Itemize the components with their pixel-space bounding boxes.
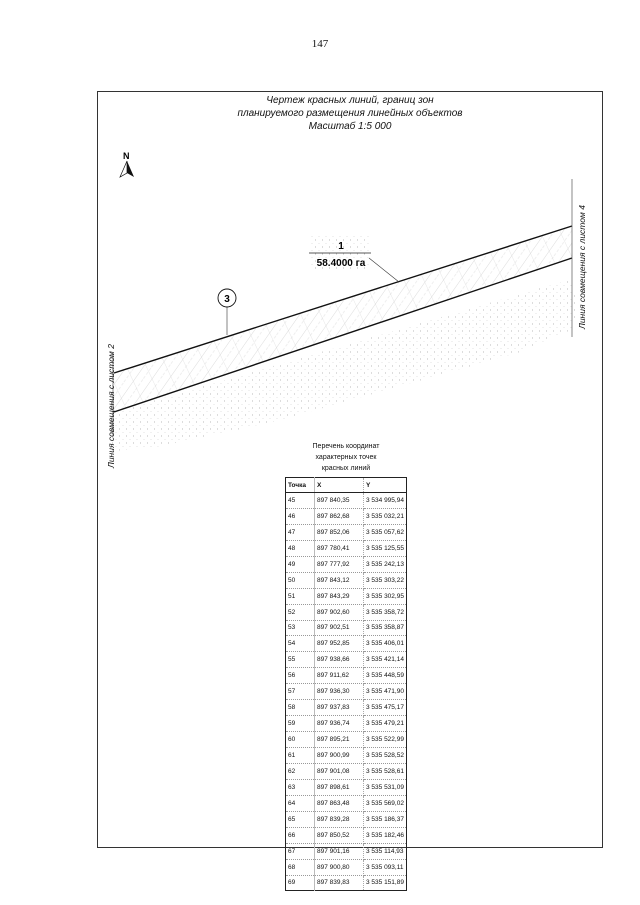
- cell-x: 897 937,83: [315, 700, 364, 716]
- callout-zone-number: 1: [338, 241, 344, 252]
- table-row: [286, 827, 407, 843]
- join-label-left: Линия совмещения с листом 2: [106, 344, 116, 468]
- table-row: [286, 556, 407, 572]
- title-line-2: планируемого размещения линейных объектов: [237, 108, 463, 119]
- cell-y: 3 535 522,99: [364, 732, 407, 748]
- cell-x: 897 900,80: [315, 859, 364, 875]
- cell-point: 58: [286, 700, 315, 716]
- cell-x: 897 850,52: [315, 827, 364, 843]
- north-label: N: [123, 151, 130, 161]
- cell-x: 897 901,08: [315, 763, 364, 779]
- cell-x: 897 895,21: [315, 732, 364, 748]
- cell-x: 897 901,16: [315, 843, 364, 859]
- cell-point: 62: [286, 763, 315, 779]
- col-header-point: Точка: [286, 478, 315, 493]
- cell-point: 65: [286, 811, 315, 827]
- col-header-y: Y: [364, 478, 407, 493]
- cell-point: 51: [286, 588, 315, 604]
- cell-y: 3 535 475,17: [364, 700, 407, 716]
- table-row: [286, 700, 407, 716]
- cell-x: 897 900,99: [315, 748, 364, 764]
- cell-y: 3 535 479,21: [364, 716, 407, 732]
- north-arrow-icon: [120, 161, 134, 177]
- cell-y: 3 535 358,72: [364, 604, 407, 620]
- col-header-x: X: [315, 478, 364, 493]
- cell-x: 897 863,48: [315, 795, 364, 811]
- cell-x: 897 952,85: [315, 636, 364, 652]
- cell-x: 897 936,30: [315, 684, 364, 700]
- cell-x: 897 902,60: [315, 604, 364, 620]
- cell-x: 897 911,62: [315, 668, 364, 684]
- table-row: [286, 540, 407, 556]
- cell-point: 63: [286, 779, 315, 795]
- cell-y: 3 535 421,14: [364, 652, 407, 668]
- cell-point: 46: [286, 508, 315, 524]
- cell-point: 45: [286, 493, 315, 509]
- table-row: [286, 636, 407, 652]
- cell-point: 48: [286, 540, 315, 556]
- cell-point: 50: [286, 572, 315, 588]
- cell-point: 49: [286, 556, 315, 572]
- cell-y: 3 535 114,93: [364, 843, 407, 859]
- cell-y: 3 534 995,94: [364, 493, 407, 509]
- cell-x: 897 862,68: [315, 508, 364, 524]
- table-row: [286, 763, 407, 779]
- table-row: [286, 843, 407, 859]
- callout-zone-leader: [369, 258, 399, 282]
- cell-y: 3 535 303,22: [364, 572, 407, 588]
- cell-y: 3 535 471,90: [364, 684, 407, 700]
- cell-point: 55: [286, 652, 315, 668]
- coords-body: [286, 493, 407, 891]
- cell-y: 3 535 125,55: [364, 540, 407, 556]
- table-row: [286, 875, 407, 891]
- cell-y: 3 535 302,95: [364, 588, 407, 604]
- cell-x: 897 902,51: [315, 620, 364, 636]
- coords-header-row: [286, 478, 407, 493]
- cell-point: 66: [286, 827, 315, 843]
- cell-point: 64: [286, 795, 315, 811]
- cell-y: 3 535 528,52: [364, 748, 407, 764]
- table-row: [286, 668, 407, 684]
- coords-title-line-1: Перечень координат: [312, 443, 380, 450]
- table-row: [286, 732, 407, 748]
- cell-y: 3 535 406,01: [364, 636, 407, 652]
- coords-title-line-3: красных линий: [321, 465, 371, 472]
- cell-point: 47: [286, 524, 315, 540]
- table-row: [286, 508, 407, 524]
- table-row: [286, 493, 407, 509]
- table-row: [286, 524, 407, 540]
- cell-point: 60: [286, 732, 315, 748]
- table-row: [286, 716, 407, 732]
- cell-x: 897 780,41: [315, 540, 364, 556]
- table-row: [286, 652, 407, 668]
- cell-y: 3 535 057,62: [364, 524, 407, 540]
- table-row: [286, 620, 407, 636]
- table-row: [286, 684, 407, 700]
- cell-point: 69: [286, 875, 315, 891]
- title-scale: Масштаб 1:5 000: [308, 121, 392, 132]
- table-row: [286, 795, 407, 811]
- table-row: [286, 588, 407, 604]
- cell-point: 68: [286, 859, 315, 875]
- cell-point: 52: [286, 604, 315, 620]
- cell-point: 56: [286, 668, 315, 684]
- cell-y: 3 535 531,09: [364, 779, 407, 795]
- join-label-right: Линия совмещения с листом 4: [577, 205, 587, 329]
- coords-table: [285, 477, 407, 891]
- cell-x: 897 936,74: [315, 716, 364, 732]
- cell-y: 3 535 182,46: [364, 827, 407, 843]
- cell-y: 3 535 032,21: [364, 508, 407, 524]
- table-row: [286, 572, 407, 588]
- cell-x: 897 843,12: [315, 572, 364, 588]
- callout-zone-area: 58.4000 га: [316, 258, 366, 269]
- cell-x: 897 938,66: [315, 652, 364, 668]
- cell-y: 3 535 448,59: [364, 668, 407, 684]
- cell-x: 897 839,28: [315, 811, 364, 827]
- title-line-1: Чертеж красных линий, границ зон: [266, 95, 434, 106]
- cell-x: 897 777,92: [315, 556, 364, 572]
- cell-point: 54: [286, 636, 315, 652]
- cell-y: 3 535 186,37: [364, 811, 407, 827]
- cell-x: 897 898,61: [315, 779, 364, 795]
- table-row: [286, 604, 407, 620]
- cell-point: 53: [286, 620, 315, 636]
- cell-y: 3 535 093,11: [364, 859, 407, 875]
- cell-point: 59: [286, 716, 315, 732]
- cell-y: 3 535 242,13: [364, 556, 407, 572]
- table-row: [286, 748, 407, 764]
- table-row: [286, 859, 407, 875]
- cell-y: 3 535 358,87: [364, 620, 407, 636]
- cell-point: 57: [286, 684, 315, 700]
- coords-title-line-2: характерных точек: [315, 454, 377, 461]
- cell-x: 897 840,35: [315, 493, 364, 509]
- table-row: [286, 779, 407, 795]
- cell-point: 67: [286, 843, 315, 859]
- cell-y: 3 535 569,02: [364, 795, 407, 811]
- cell-x: 897 839,83: [315, 875, 364, 891]
- cell-x: 897 843,29: [315, 588, 364, 604]
- cell-y: 3 535 151,89: [364, 875, 407, 891]
- table-row: [286, 811, 407, 827]
- page-number: 147: [311, 38, 329, 50]
- cell-y: 3 535 528,61: [364, 763, 407, 779]
- coords-title: [286, 441, 406, 474]
- cell-point: 61: [286, 748, 315, 764]
- callout-line-number: 3: [224, 294, 230, 305]
- cell-x: 897 852,06: [315, 524, 364, 540]
